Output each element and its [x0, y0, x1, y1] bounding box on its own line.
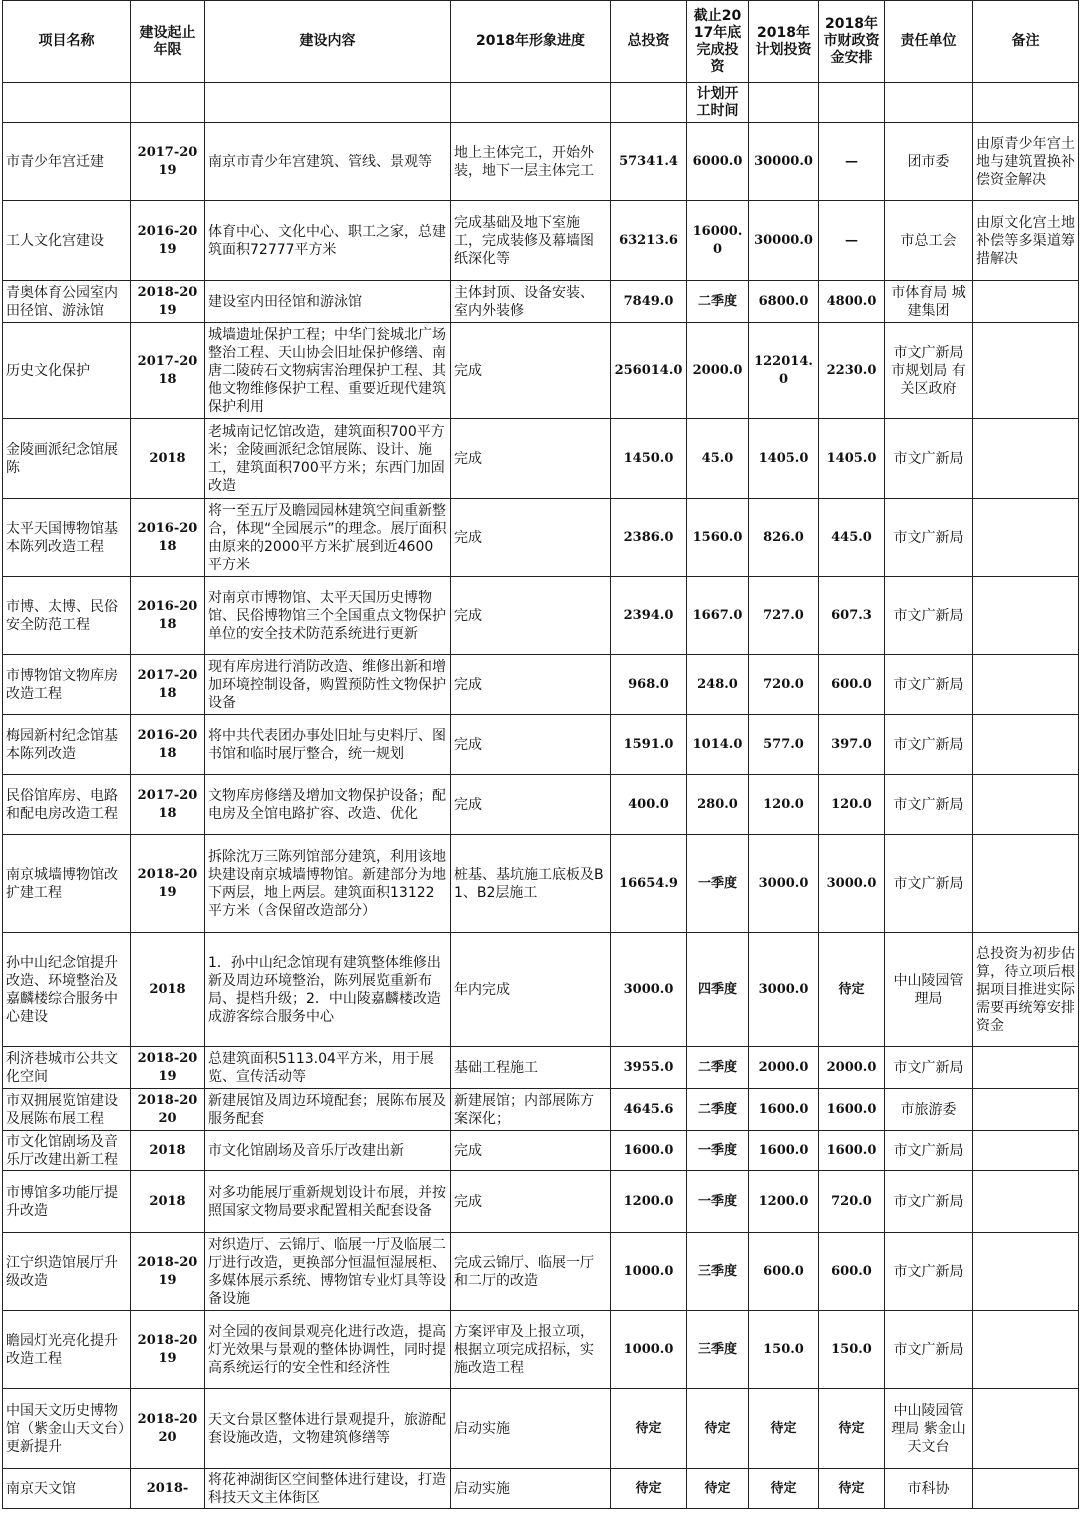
cell-unit: 市文广新局: [885, 1047, 973, 1089]
cell-unit: 市文广新局 市规划局 有关区政府: [885, 323, 973, 419]
cell-remark: [973, 1233, 1079, 1311]
cell-name: 利济巷城市公共文化空间: [3, 1047, 131, 1089]
cell-name: 青奥体育公园室内田径馆、游泳馆: [3, 281, 131, 323]
cell-content: 1．孙中山纪念馆现有建筑整体维修出新及周边环境整治，陈列展览重新布局、提档升级；2．中山陵嘉麟楼改造成游客综合服务中心: [205, 933, 451, 1047]
cell-period: 2017-2018: [131, 323, 205, 419]
cell-period: 2018-2019: [131, 1233, 205, 1311]
cell-content: 拆除沈万三陈列馆部分建筑，利用该地块建设南京城墙博物馆。新建部分为地下两层，地上两层。建筑面积13122平方米（含保留改造部分）: [205, 835, 451, 933]
table-row: [3, 419, 1079, 499]
cell-plan2018: 1405.0: [749, 419, 819, 499]
cell-remark: 由原青少年宫土地与建筑置换补偿资金解决: [973, 123, 1079, 201]
cell-content: 对织造厅、云锦厅、临展一厅及临展二厅进行改造，更换部分恒温恒湿展柜、多媒体展示系统、博物馆专业灯具等设备设施: [205, 1233, 451, 1311]
cell-period: 2017-2018: [131, 655, 205, 715]
cell-remark: [973, 499, 1079, 577]
cell-done2017: 一季度: [687, 835, 749, 933]
header-fiscal2018: 2018年市财政资金安排: [819, 1, 885, 83]
cell-period: 2016-2018: [131, 577, 205, 655]
cell-period: 2018: [131, 933, 205, 1047]
cell-fiscal2018: 150.0: [819, 1311, 885, 1389]
cell-progress: 基础工程施工: [451, 1047, 611, 1089]
cell-plan2018: 2000.0: [749, 1047, 819, 1089]
table-row: [3, 499, 1079, 577]
cell-remark: [973, 281, 1079, 323]
cell-plan2018: 727.0: [749, 577, 819, 655]
cell-done2017: 二季度: [687, 281, 749, 323]
table-row: [3, 1047, 1079, 1089]
cell-plan2018: 122014.0: [749, 323, 819, 419]
cell-fiscal2018: 1405.0: [819, 419, 885, 499]
cell-fiscal2018: 待定: [819, 1469, 885, 1509]
cell-content: 建设室内田径馆和游泳馆: [205, 281, 451, 323]
cell-plan2018: 600.0: [749, 1233, 819, 1311]
cell-plan2018: 3000.0: [749, 835, 819, 933]
cell-name: 市青少年宫迁建: [3, 123, 131, 201]
cell-done2017: 2000.0: [687, 323, 749, 419]
cell-done2017: 三季度: [687, 1233, 749, 1311]
table-row: [3, 201, 1079, 281]
cell-content: 将一至五厅及瞻园园林建筑空间重新整合，体现“全园展示”的理念。展厅面积由原来的2000平方米扩展到近4600平方米: [205, 499, 451, 577]
cell-plan2018: 30000.0: [749, 123, 819, 201]
cell-done2017: 1014.0: [687, 715, 749, 775]
cell-name: 太平天国博物馆基本陈列改造工程: [3, 499, 131, 577]
cell-content: 体育中心、文化中心、职工之家，总建筑面积72777平方米: [205, 201, 451, 281]
cell-remark: [973, 419, 1079, 499]
header-row: [3, 1, 1079, 83]
table-row: [3, 775, 1079, 835]
cell-content: 将中共代表团办事处旧址与史料厅、图书馆和临时展厅整合，统一规划: [205, 715, 451, 775]
table-row: [3, 1469, 1079, 1509]
cell-done2017: 待定: [687, 1469, 749, 1509]
cell-total: 3000.0: [611, 933, 687, 1047]
table-row: [3, 933, 1079, 1047]
cell-done2017: 三季度: [687, 1311, 749, 1389]
cell-name: 南京天文馆: [3, 1469, 131, 1509]
header-done2017: 截止2017年底完成投资: [687, 1, 749, 83]
cell-done2017: 一季度: [687, 1131, 749, 1171]
cell-progress: 桩基、基坑施工底板及B1、B2层施工: [451, 835, 611, 933]
cell-done2017: 二季度: [687, 1089, 749, 1131]
cell-total: 4645.6: [611, 1089, 687, 1131]
cell-plan2018: 3000.0: [749, 933, 819, 1047]
table-row: [3, 1089, 1079, 1131]
cell-done2017: 二季度: [687, 1047, 749, 1089]
table-row: [3, 323, 1079, 419]
cell-remark: [973, 715, 1079, 775]
cell-content: 总建筑面积5113.04平方米，用于展览、宣传活动等: [205, 1047, 451, 1089]
cell-unit: 市体育局 城建集团: [885, 281, 973, 323]
header-period: 建设起止年限: [131, 1, 205, 83]
cell-content: 对全园的夜间景观亮化进行改造，提高灯光效果与景观的整体协调性，同时提高系统运行的安全性和经济性: [205, 1311, 451, 1389]
cell-period: 2016-2019: [131, 201, 205, 281]
cell-period: 2017-2018: [131, 775, 205, 835]
table-row: [3, 1171, 1079, 1233]
cell-total: 400.0: [611, 775, 687, 835]
cell-content: 天文台景区整体进行景观提升，旅游配套设施改造，文物建筑修缮等: [205, 1389, 451, 1469]
cell-content: 城墙遗址保护工程；中华门瓮城北广场整治工程、天山协会旧址保护修缮、南唐二陵砖石文物病害治理保护工程、其他文物维修保护工程、重要近现代建筑保护利用: [205, 323, 451, 419]
cell-done2017: 6000.0: [687, 123, 749, 201]
project-table: [2, 0, 1079, 1509]
cell-fiscal2018: 120.0: [819, 775, 885, 835]
cell-fiscal2018: 2230.0: [819, 323, 885, 419]
cell-name: 市博、太博、民俗安全防范工程: [3, 577, 131, 655]
cell-remark: [973, 775, 1079, 835]
header-remark: 备注: [973, 1, 1079, 83]
cell-plan2018: 826.0: [749, 499, 819, 577]
cell-fiscal2018: 600.0: [819, 1233, 885, 1311]
cell-unit: 市文广新局: [885, 655, 973, 715]
cell-name: 中国天文历史博物馆（紫金山天文台）更新提升: [3, 1389, 131, 1469]
table-row: [3, 123, 1079, 201]
cell-period: 2018-: [131, 1469, 205, 1509]
cell-progress: 启动实施: [451, 1389, 611, 1469]
cell-period: 2016-2018: [131, 499, 205, 577]
cell-remark: [973, 323, 1079, 419]
cell-name: 金陵画派纪念馆展陈: [3, 419, 131, 499]
cell-unit: 市文广新局: [885, 1171, 973, 1233]
subheader-row: [3, 83, 1079, 123]
cell-total: 1200.0: [611, 1171, 687, 1233]
cell-total: 7849.0: [611, 281, 687, 323]
cell-done2017: 45.0: [687, 419, 749, 499]
cell-total: 2386.0: [611, 499, 687, 577]
cell-plan2018: 1600.0: [749, 1089, 819, 1131]
cell-total: 待定: [611, 1469, 687, 1509]
cell-total: 256014.0: [611, 323, 687, 419]
cell-period: 2018-2019: [131, 281, 205, 323]
cell-remark: [973, 1047, 1079, 1089]
cell-plan2018: 30000.0: [749, 201, 819, 281]
cell-remark: [973, 577, 1079, 655]
cell-progress: 完成: [451, 775, 611, 835]
cell-period: 2018-2020: [131, 1389, 205, 1469]
cell-fiscal2018: 4800.0: [819, 281, 885, 323]
cell-total: 968.0: [611, 655, 687, 715]
cell-name: 历史文化保护: [3, 323, 131, 419]
cell-total: 1450.0: [611, 419, 687, 499]
cell-plan2018: 1200.0: [749, 1171, 819, 1233]
header-unit: 责任单位: [885, 1, 973, 83]
cell-content: 市文化馆剧场及音乐厅改建出新: [205, 1131, 451, 1171]
cell-content: 新建展馆及周边环境配套；展陈布展及服务配套: [205, 1089, 451, 1131]
cell-done2017: 待定: [687, 1389, 749, 1469]
cell-unit: 中山陵园管理局: [885, 933, 973, 1047]
cell-period: 2018-2019: [131, 835, 205, 933]
cell-fiscal2018: —: [819, 201, 885, 281]
cell-plan2018: 6800.0: [749, 281, 819, 323]
cell-progress: 完成: [451, 715, 611, 775]
table-row: [3, 577, 1079, 655]
cell-fiscal2018: 720.0: [819, 1171, 885, 1233]
table-row: [3, 655, 1079, 715]
table-row: [3, 1311, 1079, 1389]
cell-unit: 中山陵园管理局 紫金山天文台: [885, 1389, 973, 1469]
cell-fiscal2018: 待定: [819, 1389, 885, 1469]
cell-unit: 市科协: [885, 1469, 973, 1509]
cell-plan2018: 720.0: [749, 655, 819, 715]
cell-progress: 完成: [451, 1171, 611, 1233]
cell-unit: 市旅游委: [885, 1089, 973, 1131]
cell-remark: [973, 1389, 1079, 1469]
cell-period: 2018-2019: [131, 1311, 205, 1389]
table-row: [3, 281, 1079, 323]
cell-unit: 市文广新局: [885, 715, 973, 775]
cell-done2017: 280.0: [687, 775, 749, 835]
cell-name: 市文化馆剧场及音乐厅改建出新工程: [3, 1131, 131, 1171]
cell-fiscal2018: 待定: [819, 933, 885, 1047]
cell-total: 63213.6: [611, 201, 687, 281]
cell-unit: 市文广新局: [885, 1311, 973, 1389]
cell-unit: 市文广新局: [885, 419, 973, 499]
table-body: [3, 123, 1079, 1509]
cell-plan2018: 150.0: [749, 1311, 819, 1389]
cell-total: 1000.0: [611, 1233, 687, 1311]
cell-progress: 完成: [451, 323, 611, 419]
cell-fiscal2018: 607.3: [819, 577, 885, 655]
cell-period: 2018: [131, 1131, 205, 1171]
cell-total: 2394.0: [611, 577, 687, 655]
cell-progress: 完成基础及地下室施工，完成装修及幕墙图纸深化等: [451, 201, 611, 281]
cell-remark: [973, 1089, 1079, 1131]
cell-remark: [973, 655, 1079, 715]
cell-fiscal2018: —: [819, 123, 885, 201]
cell-name: 市双拥展览馆建设及展陈布展工程: [3, 1089, 131, 1131]
cell-progress: 完成: [451, 1131, 611, 1171]
cell-plan2018: 待定: [749, 1469, 819, 1509]
cell-content: 南京市青少年宫建筑、管线、景观等: [205, 123, 451, 201]
cell-total: 1000.0: [611, 1311, 687, 1389]
cell-name: 瞻园灯光亮化提升改造工程: [3, 1311, 131, 1389]
cell-remark: [973, 835, 1079, 933]
cell-period: 2018: [131, 1171, 205, 1233]
cell-progress: 完成: [451, 499, 611, 577]
table-row: [3, 835, 1079, 933]
cell-content: 现有库房进行消防改造、维修出新和增加环境控制设备，购置预防性文物保护设备: [205, 655, 451, 715]
cell-total: 3955.0: [611, 1047, 687, 1089]
cell-total: 16654.9: [611, 835, 687, 933]
cell-remark: 总投资为初步估算，待立项后根据项目推进实际需要再统筹安排资金: [973, 933, 1079, 1047]
cell-plan2018: 待定: [749, 1389, 819, 1469]
cell-name: 市博物馆文物库房改造工程: [3, 655, 131, 715]
cell-total: 1591.0: [611, 715, 687, 775]
cell-progress: 新建展馆；内部展陈方案深化；: [451, 1089, 611, 1131]
cell-progress: 完成云锦厅、临展一厅和二厅的改造: [451, 1233, 611, 1311]
cell-done2017: 一季度: [687, 1171, 749, 1233]
cell-name: 民俗馆库房、电路和配电房改造工程: [3, 775, 131, 835]
header-total: 总投资: [611, 1, 687, 83]
header-name: 项目名称: [3, 1, 131, 83]
cell-period: 2018-2020: [131, 1089, 205, 1131]
cell-period: 2016-2018: [131, 715, 205, 775]
cell-remark: [973, 1171, 1079, 1233]
cell-plan2018: 120.0: [749, 775, 819, 835]
cell-fiscal2018: 3000.0: [819, 835, 885, 933]
cell-progress: 主体封顶、设备安装、室内外装修: [451, 281, 611, 323]
cell-fiscal2018: 397.0: [819, 715, 885, 775]
cell-name: 市博馆多功能厅提升改造: [3, 1171, 131, 1233]
cell-content: 文物库房修缮及增加文物保护设备；配电房及全馆电路扩容、改造、优化: [205, 775, 451, 835]
cell-total: 1600.0: [611, 1131, 687, 1171]
cell-content: 老城南记忆馆改造，建筑面积700平方米；金陵画派纪念馆展陈、设计、施工，建筑面积700平方米；东西门加固改造: [205, 419, 451, 499]
cell-fiscal2018: 2000.0: [819, 1047, 885, 1089]
cell-remark: [973, 1469, 1079, 1509]
header-content: 建设内容: [205, 1, 451, 83]
table-row: [3, 1131, 1079, 1171]
cell-period: 2018: [131, 419, 205, 499]
subheader-start-time: 计划开工时间: [687, 83, 749, 123]
table-row: [3, 1389, 1079, 1469]
cell-fiscal2018: 1600.0: [819, 1131, 885, 1171]
cell-content: 对多功能展厅重新规划设计布展，并按照国家文物局要求配置相关配套设备: [205, 1171, 451, 1233]
cell-done2017: 四季度: [687, 933, 749, 1047]
cell-progress: 年内完成: [451, 933, 611, 1047]
cell-remark: [973, 1131, 1079, 1171]
cell-content: 对南京市博物馆、太平天国历史博物馆、民俗博物馆三个全国重点文物保护单位的安全技术防范系统进行更新: [205, 577, 451, 655]
cell-total: 待定: [611, 1389, 687, 1469]
cell-unit: 市文广新局: [885, 499, 973, 577]
cell-fiscal2018: 1600.0: [819, 1089, 885, 1131]
cell-name: 工人文化宫建设: [3, 201, 131, 281]
cell-done2017: 1667.0: [687, 577, 749, 655]
cell-done2017: 16000.0: [687, 201, 749, 281]
cell-progress: 完成: [451, 577, 611, 655]
cell-period: 2018-2019: [131, 1047, 205, 1089]
cell-progress: 启动实施: [451, 1469, 611, 1509]
cell-unit: 市文广新局: [885, 1131, 973, 1171]
cell-name: 梅园新村纪念馆基本陈列改造: [3, 715, 131, 775]
cell-unit: 市文广新局: [885, 1233, 973, 1311]
cell-remark: [973, 1311, 1079, 1389]
cell-content: 将花神湖街区空间整体进行建设，打造科技天文主体街区: [205, 1469, 451, 1509]
cell-done2017: 248.0: [687, 655, 749, 715]
cell-progress: 完成: [451, 655, 611, 715]
cell-unit: 团市委: [885, 123, 973, 201]
table-row: [3, 1233, 1079, 1311]
cell-plan2018: 1600.0: [749, 1131, 819, 1171]
cell-fiscal2018: 445.0: [819, 499, 885, 577]
cell-name: 江宁织造馆展厅升级改造: [3, 1233, 131, 1311]
cell-total: 57341.4: [611, 123, 687, 201]
cell-unit: 市文广新局: [885, 577, 973, 655]
cell-progress: 地上主体完工，开始外装，地下一层主体完工: [451, 123, 611, 201]
cell-progress: 方案评审及上报立项，根据立项完成招标，实施改造工程: [451, 1311, 611, 1389]
cell-name: 孙中山纪念馆提升改造、环境整治及嘉麟楼综合服务中心建设: [3, 933, 131, 1047]
header-progress: 2018年形象进度: [451, 1, 611, 83]
cell-fiscal2018: 600.0: [819, 655, 885, 715]
cell-unit: 市文广新局: [885, 775, 973, 835]
table-row: [3, 715, 1079, 775]
cell-unit: 市文广新局: [885, 835, 973, 933]
cell-unit: 市总工会: [885, 201, 973, 281]
cell-remark: 由原文化宫土地补偿等多渠道筹措解决: [973, 201, 1079, 281]
cell-done2017: 1560.0: [687, 499, 749, 577]
cell-progress: 完成: [451, 419, 611, 499]
cell-period: 2017-2019: [131, 123, 205, 201]
cell-name: 南京城墙博物馆改扩建工程: [3, 835, 131, 933]
cell-plan2018: 577.0: [749, 715, 819, 775]
header-plan2018: 2018年计划投资: [749, 1, 819, 83]
